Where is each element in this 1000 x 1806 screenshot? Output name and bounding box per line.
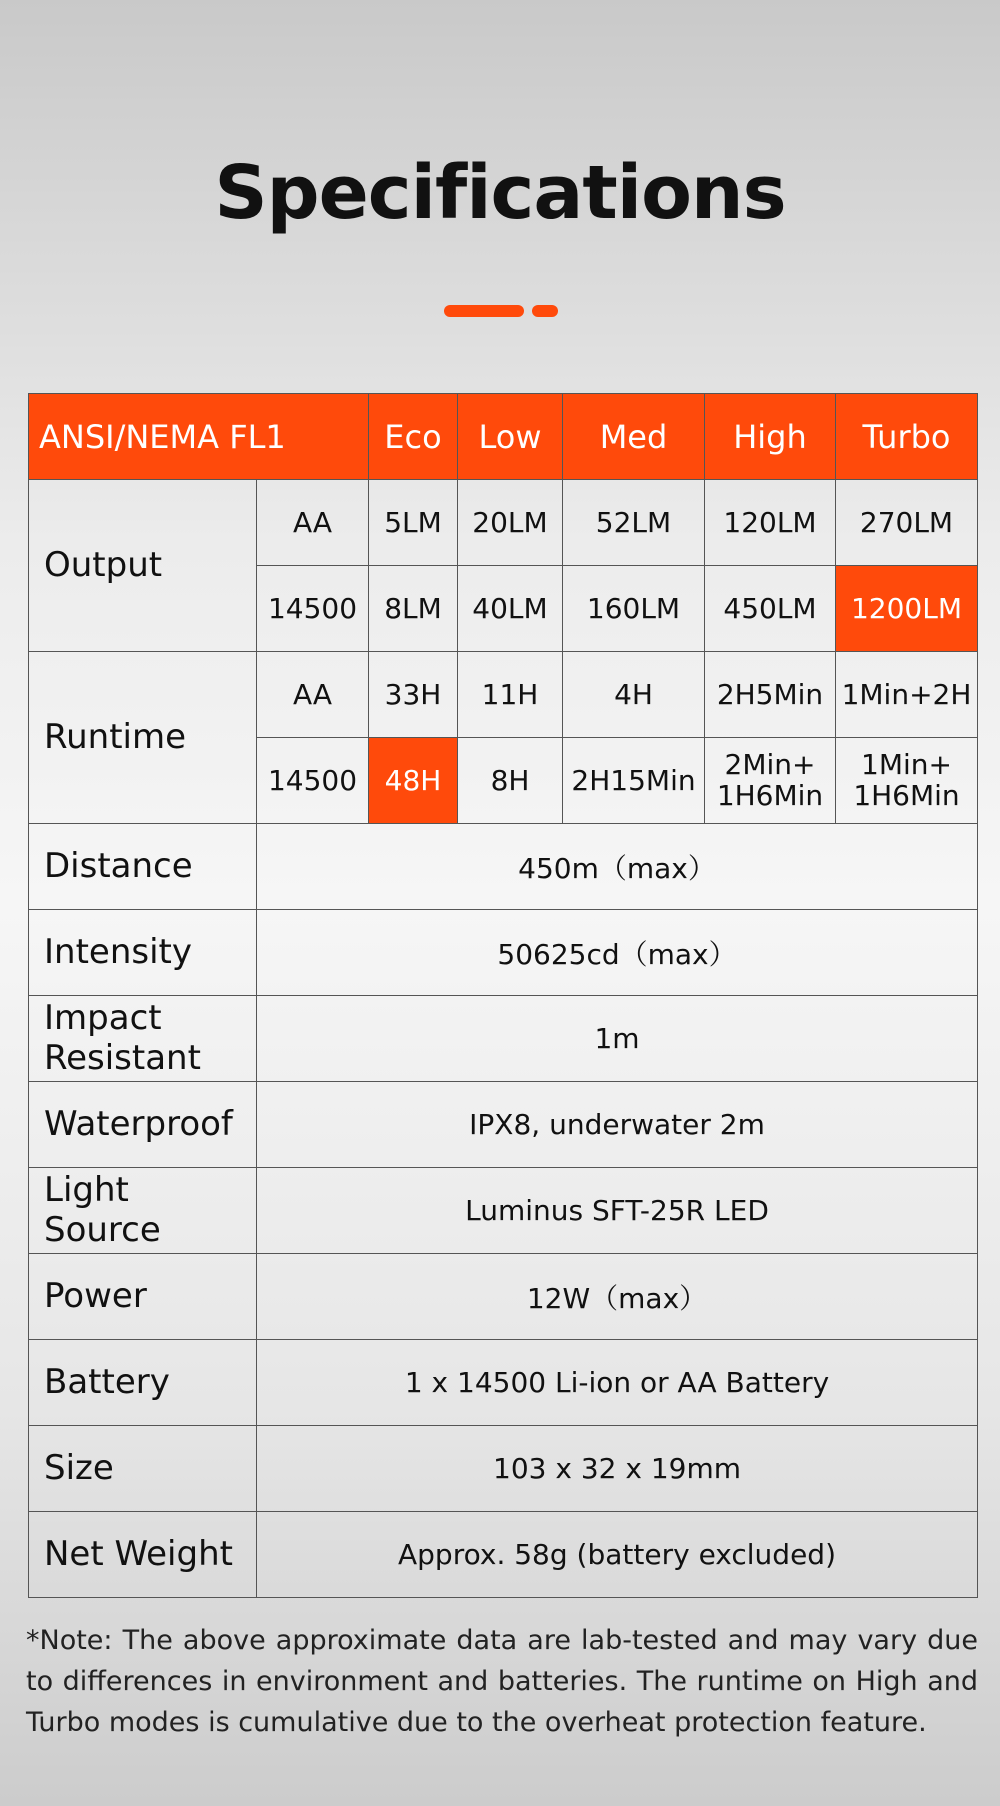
output-cell: 160LM xyxy=(563,566,705,652)
header-mode-turbo: Turbo xyxy=(836,394,978,480)
footnote: *Note: The above approximate data are lab-tested and may vary due to differences in environment and batteries. The runtime on High and Turbo modes is cumulative due to the overheat protection feature. xyxy=(26,1625,978,1738)
spec-row-net-weight xyxy=(29,1512,978,1598)
table-header-row xyxy=(29,394,978,480)
runtime-cell: 8H xyxy=(458,738,563,824)
runtime-row-aa xyxy=(29,652,978,738)
output-cell: 8LM xyxy=(369,566,458,652)
battery-type-cell: 14500 xyxy=(257,566,369,652)
spec-label-line: Resistant xyxy=(44,1037,201,1078)
header-mode-med: Med xyxy=(563,394,705,480)
title-underline-long xyxy=(444,305,524,317)
spec-row-battery xyxy=(29,1340,978,1426)
spec-row-intensity xyxy=(29,910,978,996)
output-cell: 270LM xyxy=(836,480,978,566)
output-cell: 52LM xyxy=(563,480,705,566)
spec-label: Intensity xyxy=(29,910,257,996)
spec-row-light-source xyxy=(29,1168,978,1254)
runtime-cell: 2H15Min xyxy=(563,738,705,824)
page-title: Specifications xyxy=(214,150,786,236)
runtime-cell xyxy=(836,738,978,824)
spec-label-line: Impact xyxy=(44,998,162,1039)
battery-type-cell: 14500 xyxy=(257,738,369,824)
runtime-cell: 33H xyxy=(369,652,458,738)
spec-label: Distance xyxy=(29,824,257,910)
spec-label: Size xyxy=(29,1426,257,1512)
header-mode-high: High xyxy=(705,394,836,480)
spec-label: Power xyxy=(29,1254,257,1340)
runtime-cell-highlight: 48H xyxy=(369,738,458,824)
runtime-label: Runtime xyxy=(29,652,257,824)
spec-row-size xyxy=(29,1426,978,1512)
output-cell-highlight: 1200LM xyxy=(836,566,978,652)
battery-type-cell: AA xyxy=(257,480,369,566)
spec-row-power xyxy=(29,1254,978,1340)
spec-row-distance xyxy=(29,824,978,910)
header-mode-low: Low xyxy=(458,394,563,480)
spec-value: 450m（max） xyxy=(257,824,978,910)
battery-type-cell: AA xyxy=(257,652,369,738)
runtime-cell: 11H xyxy=(458,652,563,738)
spec-label: Light Source xyxy=(29,1168,257,1254)
title-underline-dot xyxy=(532,305,558,317)
spec-value: IPX8, underwater 2m xyxy=(257,1082,978,1168)
output-cell: 120LM xyxy=(705,480,836,566)
output-cell: 40LM xyxy=(458,566,563,652)
spec-value: 12W（max） xyxy=(257,1254,978,1340)
spec-label: Net Weight xyxy=(29,1512,257,1598)
spec-table xyxy=(28,393,978,1598)
output-row-aa xyxy=(29,480,978,566)
spec-label: Battery xyxy=(29,1340,257,1426)
spec-value: 103 x 32 x 19mm xyxy=(257,1426,978,1512)
spec-value: 1m xyxy=(257,996,978,1082)
spec-row-impact xyxy=(29,996,978,1082)
runtime-line: 1Min+ xyxy=(861,747,952,781)
spec-value: Approx. 58g (battery excluded) xyxy=(257,1512,978,1598)
runtime-cell: 4H xyxy=(563,652,705,738)
header-mode-eco: Eco xyxy=(369,394,458,480)
output-cell: 5LM xyxy=(369,480,458,566)
runtime-cell xyxy=(705,738,836,824)
spec-value: Luminus SFT-25R LED xyxy=(257,1168,978,1254)
output-cell: 20LM xyxy=(458,480,563,566)
runtime-cell: 1Min+2H xyxy=(836,652,978,738)
runtime-line: 1H6Min xyxy=(716,778,824,812)
spec-value: 50625cd（max） xyxy=(257,910,978,996)
header-standard: ANSI/NEMA FL1 xyxy=(29,394,369,480)
output-label: Output xyxy=(29,480,257,652)
spec-label xyxy=(29,996,257,1082)
spec-value: 1 x 14500 Li-ion or AA Battery xyxy=(257,1340,978,1426)
runtime-line: 2Min+ xyxy=(724,747,816,781)
spec-label: Waterproof xyxy=(29,1082,257,1168)
spec-row-waterproof xyxy=(29,1082,978,1168)
runtime-line: 1H6Min xyxy=(853,778,960,812)
output-cell: 450LM xyxy=(705,566,836,652)
runtime-cell: 2H5Min xyxy=(705,652,836,738)
